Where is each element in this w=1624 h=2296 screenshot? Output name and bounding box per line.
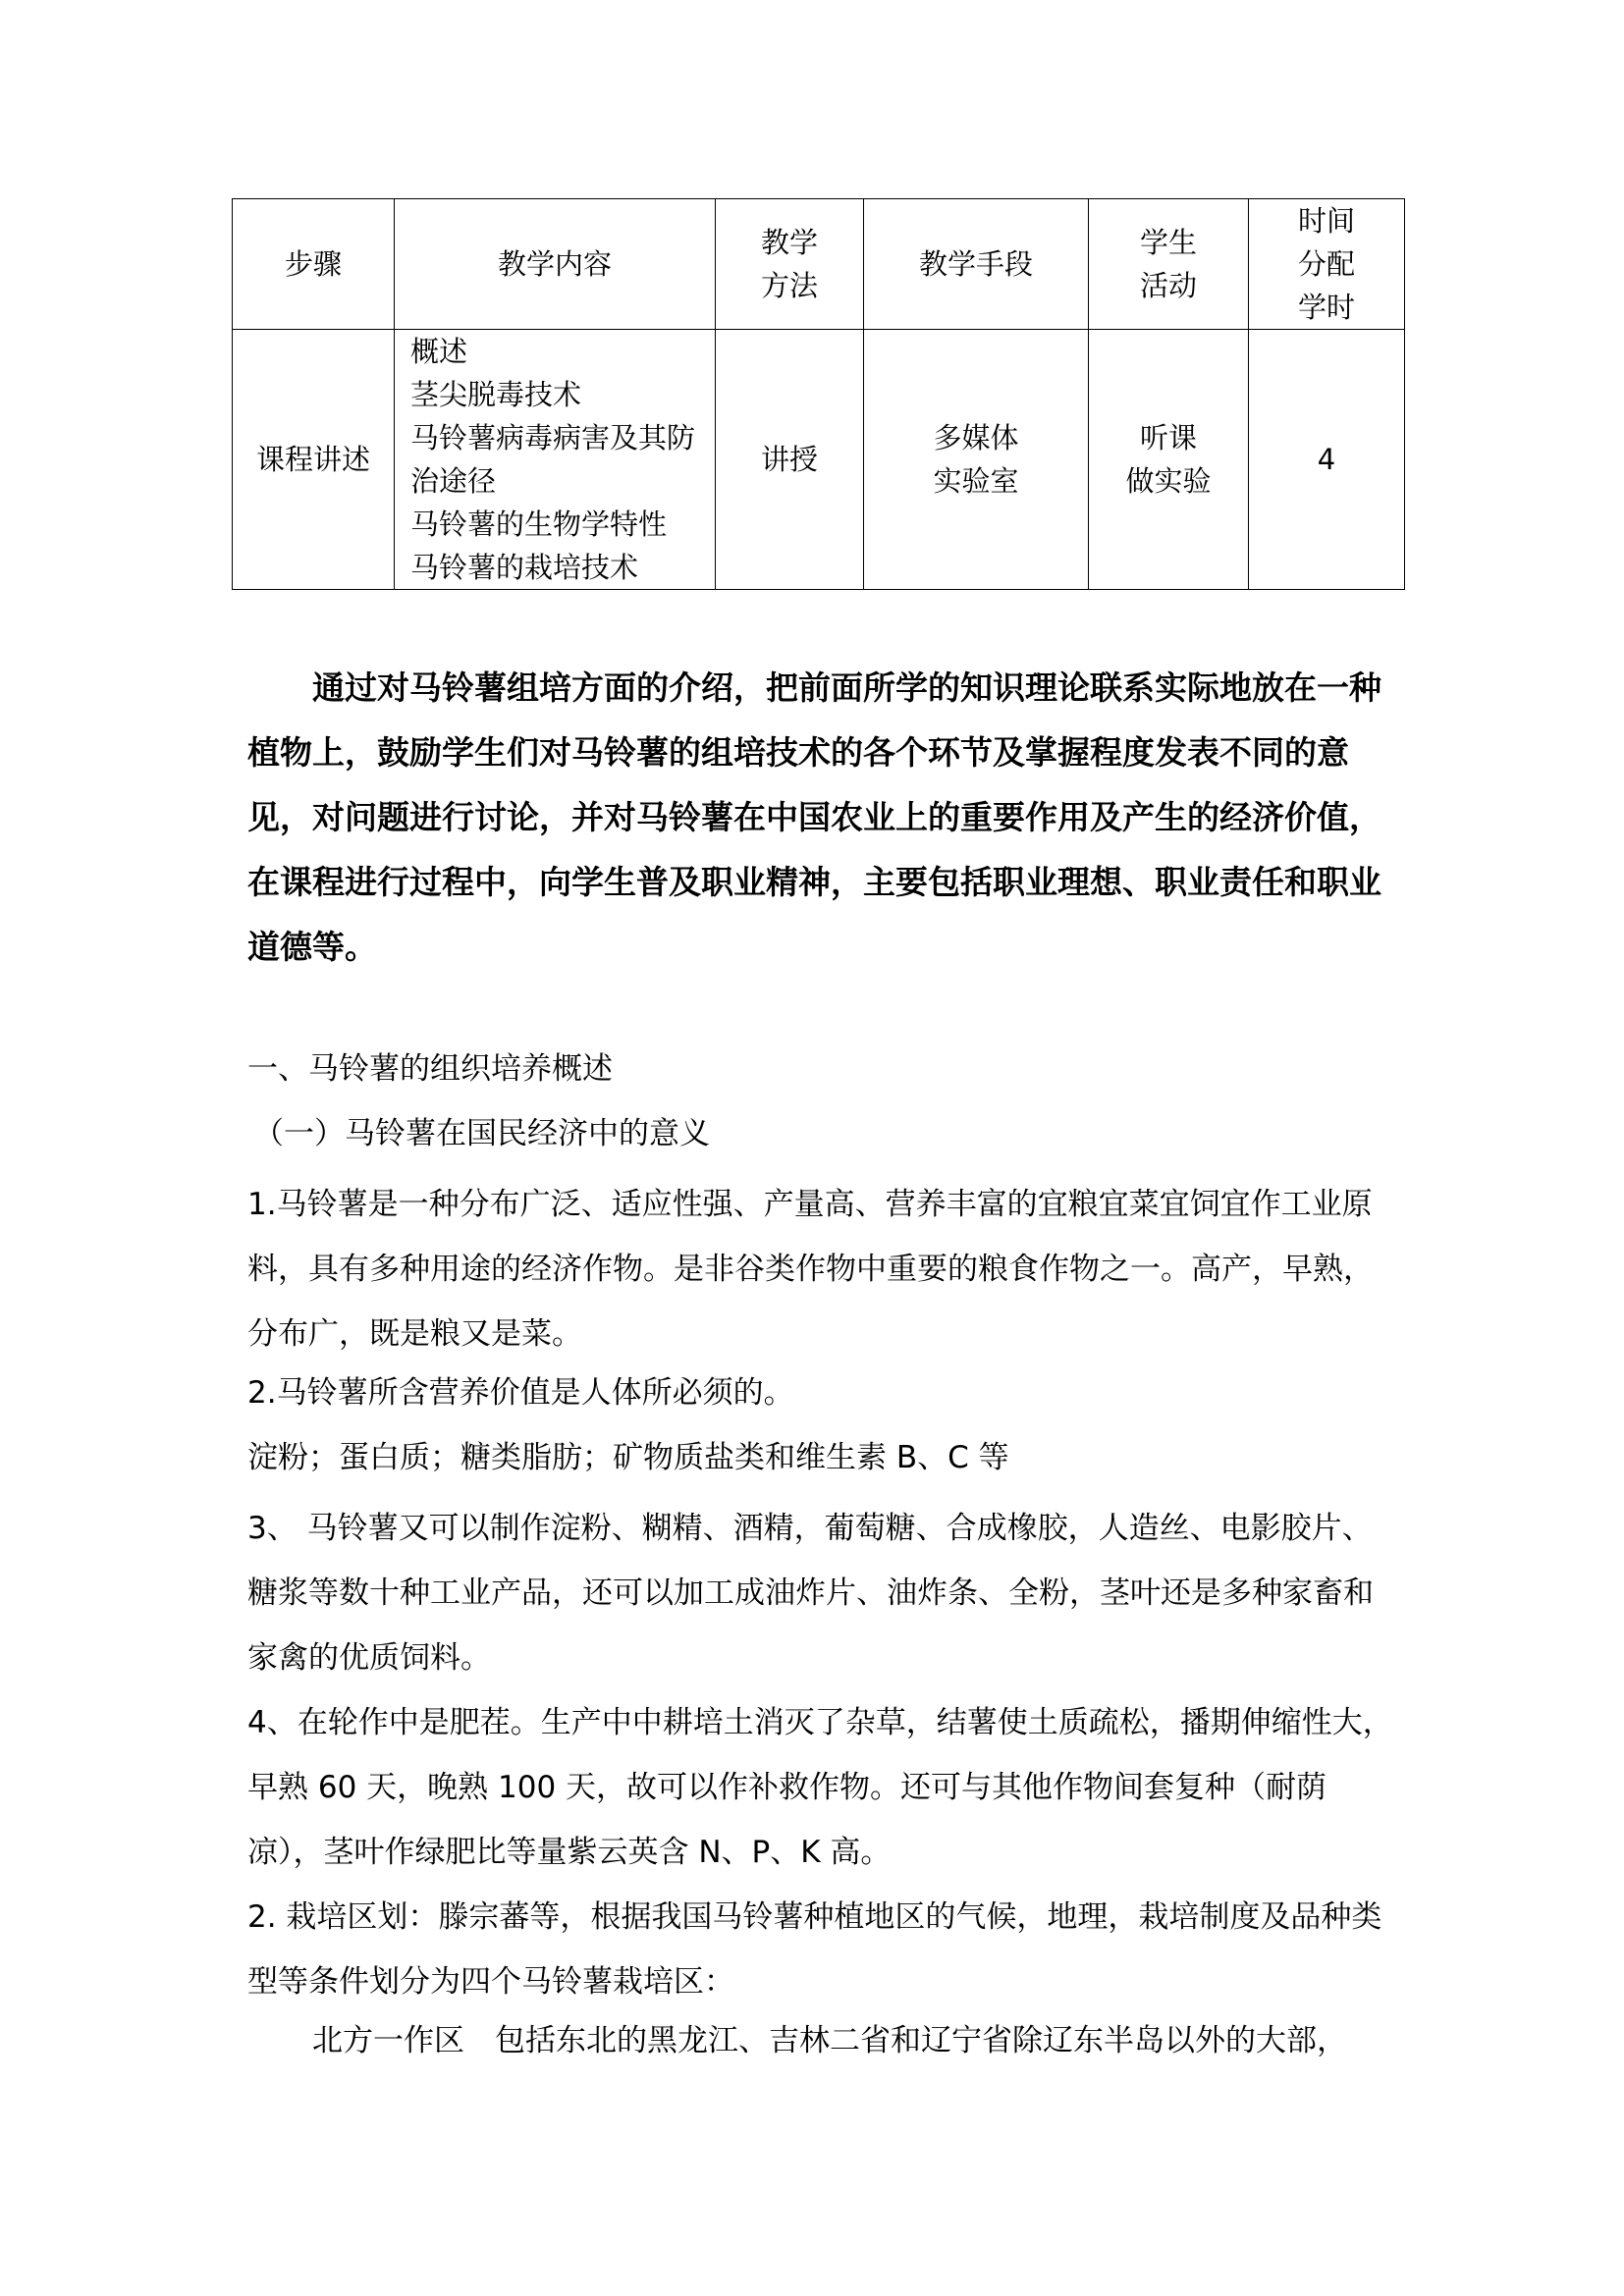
- header-step: 步骤: [233, 199, 395, 330]
- activity-line: 听课: [1139, 421, 1197, 454]
- header-method: [716, 199, 864, 330]
- header-line: 教学: [760, 226, 818, 259]
- header-line: 活动: [1139, 269, 1197, 302]
- subsection-title: （一）马铃薯在国民经济中的意义: [253, 1116, 710, 1151]
- header-line: 分配: [1297, 247, 1355, 281]
- body-paragraph: 3、 马铃薯又可以制作淀粉、糊精、酒精，葡萄糖、合成橡胶，人造丝、电影胶片、糖浆等数十种工业产品，还可以加工成油炸片、油炸条、全粉，茎叶还是多种家畜和家禽的优质饲料。: [247, 1511, 1374, 1676]
- header-line: 方法: [760, 269, 818, 302]
- body-paragraph: 1.马铃薯是一种分布广泛、适应性强、产量高、营养丰富的宜粮宜菜宜饲宜作工业原料，具有多种用途的经济作物。是非谷类作物中重要的粮食作物之一。高产，早熟，分布广，既是粮又是菜。: [247, 1187, 1374, 1352]
- cell-activity: [1089, 330, 1249, 590]
- summary-paragraph: 通过对马铃薯组培方面的介绍，把前面所学的知识理论联系实际地放在一种植物上，鼓励学生们对马铃薯的组培技术的各个环节及掌握程度发表不同的意见，对问题进行讨论，并对马铃薯在中国农业上的重要作用及产生的经济价值，在课程进行过程中，向学生普及职业精神，主要包括职业理想、职业责任和职业道德等。: [247, 668, 1381, 966]
- header-line: 学时: [1297, 291, 1355, 324]
- section-title: 一、马铃薯的组织培养概述: [247, 1051, 613, 1087]
- header-activity: [1089, 199, 1249, 330]
- cell-step: 课程讲述: [233, 330, 395, 590]
- means-line: 实验室: [933, 464, 1019, 498]
- body-paragraph: 淀粉；蛋白质；糖类脂肪；矿物质盐类和维生素 B、C 等: [247, 1440, 1009, 1475]
- body-paragraph: 2.马铃薯所含营养价值是人体所必须的。: [247, 1375, 794, 1411]
- header-line: 学生: [1139, 226, 1197, 259]
- cell-means: [864, 330, 1089, 590]
- body-paragraph: 北方一作区 包括东北的黑龙江、吉林二省和辽宁省除辽东半岛以外的大部，: [312, 2023, 1347, 2058]
- activity-line: 做实验: [1125, 464, 1212, 498]
- header-hours: [1249, 199, 1405, 330]
- header-content: 教学内容: [395, 199, 716, 330]
- table-row: [233, 330, 1405, 590]
- content-line: 马铃薯的生物学特性: [410, 507, 668, 541]
- content-line: 马铃薯病毒病害及其防: [410, 421, 696, 454]
- body-paragraph: 2. 栽培区划：滕宗蕃等，根据我国马铃薯种植地区的气候，地理，栽培制度及品种类型等条件划分为四个马铃薯栽培区：: [247, 1899, 1382, 2000]
- content-line: 马铃薯的栽培技术: [410, 551, 639, 584]
- content-line: 治途径: [410, 464, 497, 498]
- content-line: 茎尖脱毒技术: [410, 378, 582, 411]
- cell-method: 讲授: [716, 330, 864, 590]
- body-paragraph: 4、在轮作中是肥茬。生产中中耕培土消灭了杂草，结薯使土质疏松，播期伸缩性大，早熟 60 天，晚熟 100 天，故可以作补救作物。还可与其他作物间套复种（耐荫凉），茎叶作绿肥比等量紫云英含 N、P、K 高。: [247, 1705, 1393, 1870]
- header-line: 时间: [1297, 204, 1355, 238]
- cell-content: [395, 330, 716, 590]
- cell-hours: 4: [1249, 330, 1405, 590]
- content-line: 概述: [410, 335, 468, 368]
- header-means: 教学手段: [864, 199, 1089, 330]
- means-line: 多媒体: [933, 421, 1019, 454]
- table-header-row: [233, 199, 1405, 330]
- teaching-plan-table: [232, 198, 1405, 590]
